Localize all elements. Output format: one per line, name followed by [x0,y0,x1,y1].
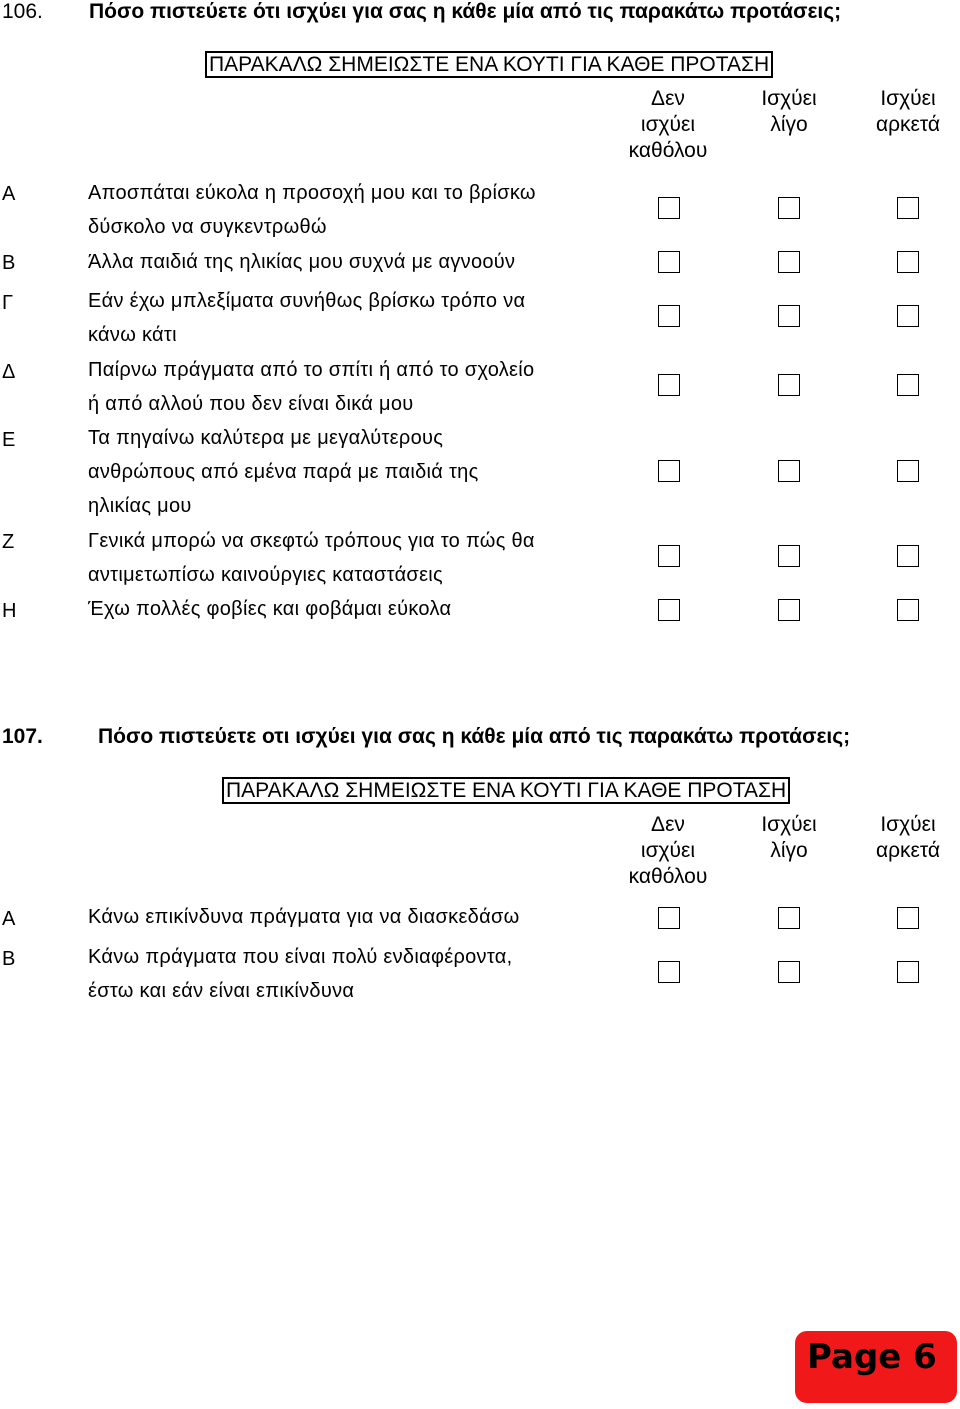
item-line: κάνω κάτι [88,324,177,346]
column-header-line: καθόλου [628,139,708,162]
checkbox-a-little[interactable] [778,599,800,621]
column-header-line: Ισχύει [880,87,936,110]
item-line: Γενικά μπορώ να σκεφτώ τρόπους για το πώς θα [88,530,535,552]
item-letter: Δ [2,361,16,383]
item-text [88,421,479,523]
checkbox-a-little[interactable] [778,545,800,567]
item-letter: A [2,908,16,930]
checkbox-a-little[interactable] [778,961,800,983]
column-header-line: ισχύει [640,839,696,862]
checkbox-not-at-all[interactable] [658,197,680,219]
item-line: Άλλα παιδιά της ηλικίας μου συχνά με αγνοούν [88,251,516,273]
column-header-quite-107 [848,812,960,864]
column-header-line: λίγο [770,113,808,136]
page-number-badge [795,1331,957,1403]
item-line: Αποσπάται εύκολα η προσοχή μου και το βρίσκω [88,182,536,204]
column-header-not-at-all-106 [608,86,728,164]
column-header-line: ισχύει [640,113,696,136]
question-number-107: 107. [2,725,43,748]
item-text [88,245,515,279]
item-text [88,176,536,244]
checkbox-quite[interactable] [897,251,919,273]
checkbox-a-little[interactable] [778,251,800,273]
instruction-box-107: ΠΑΡΑΚΑΛΩ ΣΗΜΕΙΩΣΤΕ ΕΝΑ ΚΟΥΤΙ ΓΙΑ ΚΑΘΕ ΠΡΟΤΑΣΗ [222,777,790,804]
item-letter: H [2,600,17,622]
item-text [88,353,534,421]
column-header-line: Ισχύει [880,813,936,836]
checkbox-a-little[interactable] [778,197,800,219]
checkbox-not-at-all[interactable] [658,545,680,567]
checkbox-quite[interactable] [897,545,919,567]
item-line: Κάνω επικίνδυνα πράγματα για να διασκεδάσω [88,906,520,928]
item-text [88,524,535,592]
item-line: Τα πηγαίνω καλύτερα με μεγαλύτερους [88,427,444,449]
item-letter: Z [2,531,15,553]
column-header-line: αρκετά [875,839,941,862]
item-letter: B [2,252,16,274]
item-line: ηλικίας μου [88,495,192,517]
checkbox-not-at-all[interactable] [658,460,680,482]
checkbox-quite[interactable] [897,907,919,929]
item-letter: B [2,948,16,970]
column-header-line: καθόλου [628,865,708,888]
item-letter: Γ [2,292,14,314]
checkbox-not-at-all[interactable] [658,251,680,273]
item-line: Έχω πολλές φοβίες και φοβάμαι εύκολα [88,598,452,620]
column-header-a-little-106 [729,86,849,138]
checkbox-not-at-all[interactable] [658,907,680,929]
checkbox-not-at-all[interactable] [658,961,680,983]
column-header-a-little-107 [729,812,849,864]
column-header-quite-106 [848,86,960,138]
checkbox-not-at-all[interactable] [658,305,680,327]
checkbox-quite[interactable] [897,197,919,219]
checkbox-a-little[interactable] [778,460,800,482]
item-line: Κάνω πράγματα που είναι πολύ ενδιαφέροντα, [88,946,513,968]
item-line: δύσκολο να συγκεντρωθώ [88,216,327,238]
column-header-line: Ισχύει [761,813,817,836]
page-number-label: Page 6 [807,1337,937,1377]
item-text [88,940,513,1008]
checkbox-quite[interactable] [897,961,919,983]
question-title-107: Πόσο πιστεύετε οτι ισχύει για σας η κάθε μία από τις παρακάτω προτάσεις; [98,725,851,748]
column-header-line: λίγο [770,839,808,862]
item-line: αντιμετωπίσω καινούργιες καταστάσεις [88,564,443,586]
column-header-line: Δεν [651,87,685,110]
question-title-106: Πόσο πιστεύετε ότι ισχύει για σας η κάθε μία από τις παρακάτω προτάσεις; [89,0,842,23]
checkbox-a-little[interactable] [778,907,800,929]
column-header-line: αρκετά [875,113,941,136]
column-header-line: Δεν [651,813,685,836]
checkbox-not-at-all[interactable] [658,374,680,396]
item-letter: E [2,429,16,451]
column-header-line: Ισχύει [761,87,817,110]
item-line: ή από αλλού που δεν είναι δικά μου [88,393,414,415]
checkbox-quite[interactable] [897,305,919,327]
item-line: Παίρνω πράγματα από το σπίτι ή από το σχολείο [88,359,535,381]
question-number-106: 106. [2,0,43,23]
item-line: ανθρώπους από εμένα παρά με παιδιά της [88,461,479,483]
column-header-not-at-all-107 [608,812,728,890]
checkbox-not-at-all[interactable] [658,599,680,621]
instruction-box-106: ΠΑΡΑΚΑΛΩ ΣΗΜΕΙΩΣΤΕ ΕΝΑ ΚΟΥΤΙ ΓΙΑ ΚΑΘΕ ΠΡΟΤΑΣΗ [205,51,773,78]
item-text [88,284,525,352]
item-line: έστω και εάν είναι επικίνδυνα [88,980,355,1002]
checkbox-quite[interactable] [897,599,919,621]
checkbox-a-little[interactable] [778,374,800,396]
checkbox-quite[interactable] [897,374,919,396]
item-line: Εάν έχω μπλεξίματα συνήθως βρίσκω τρόπο να [88,290,526,312]
checkbox-quite[interactable] [897,460,919,482]
item-text [88,592,451,626]
item-text [88,900,520,934]
checkbox-a-little[interactable] [778,305,800,327]
item-letter: A [2,183,16,205]
